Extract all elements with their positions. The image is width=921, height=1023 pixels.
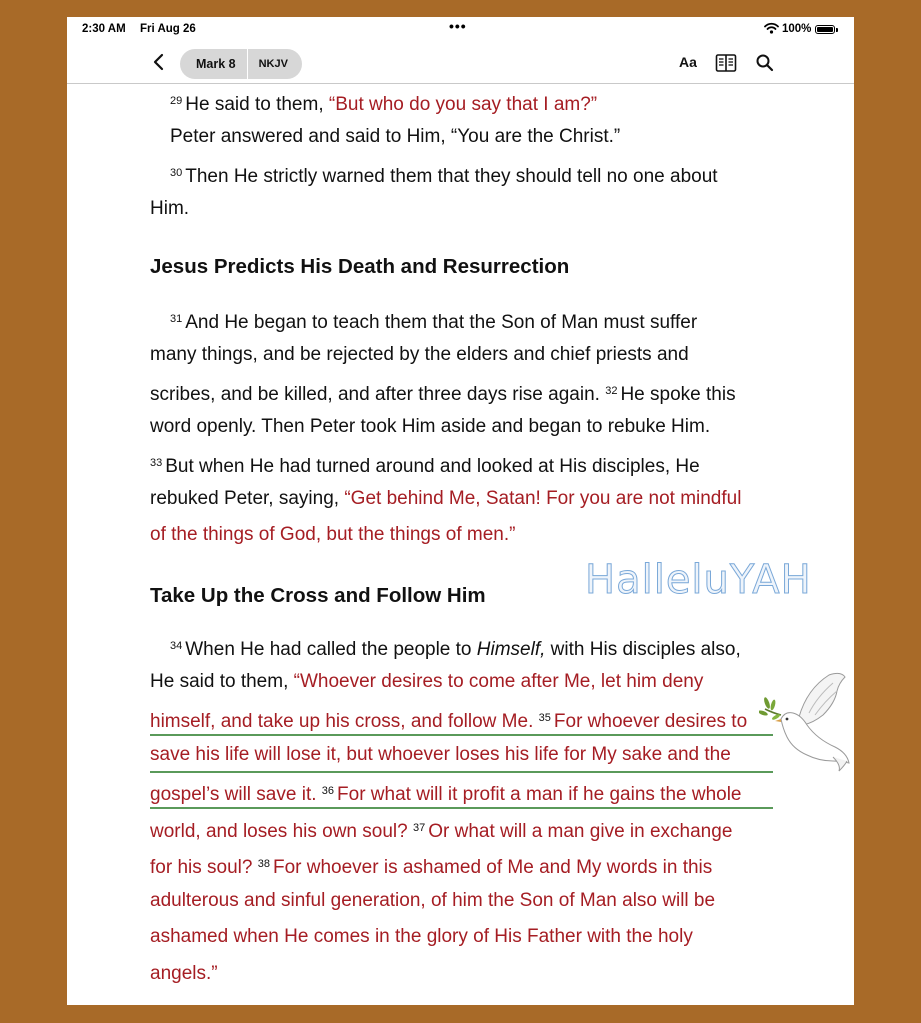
text-line <box>170 155 718 191</box>
verse-number: 30 <box>170 167 183 179</box>
wifi-icon <box>764 22 779 37</box>
text-line: Him. <box>150 198 190 219</box>
words-of-christ: For what will it profit a man if he gains the whole <box>337 784 742 805</box>
text-line: of the things of God, but the things of men.” <box>150 524 516 545</box>
verse-text: scribes, and be killed, and after three days rise again. <box>150 384 606 405</box>
verse-number: 31 <box>170 313 183 325</box>
back-button[interactable] <box>149 51 169 73</box>
text-line: ashamed when He comes in the glory of His Father with the holy <box>150 926 693 947</box>
section-heading: Take Up the Cross and Follow Him <box>150 584 486 607</box>
reader-toolbar <box>67 43 854 84</box>
dove-sticker <box>759 669 851 778</box>
text-line: save his life will lose it, but whoever loses his life for My sake and the <box>150 744 731 765</box>
text-line: Peter answered and said to Him, “You are the Christ.” <box>170 126 621 147</box>
text-line <box>150 664 703 700</box>
words-of-christ: “Get behind Me, Satan! For you are not mindful <box>344 488 742 509</box>
parallel-book-icon <box>715 53 737 73</box>
verse-number: 34 <box>170 640 183 652</box>
dove-icon <box>759 669 851 773</box>
highlight-underline <box>150 734 773 736</box>
text-line <box>150 373 736 409</box>
chevron-left-icon <box>149 51 169 73</box>
words-of-christ: world, and loses his own soul? <box>150 821 413 842</box>
battery-icon <box>815 25 835 34</box>
book-chapter-button[interactable]: Mark 8 <box>180 49 248 79</box>
verse-number: 29 <box>170 95 183 107</box>
status-date: Fri Aug 26 <box>140 23 196 35</box>
words-of-christ: For whoever is ashamed of Me and My words in this <box>272 857 713 878</box>
search-button[interactable] <box>755 53 775 78</box>
text-line <box>150 846 712 882</box>
text-line <box>150 700 747 736</box>
text-line <box>150 773 742 809</box>
section-heading: Jesus Predicts His Death and Resurrection <box>150 255 570 278</box>
text-line: word openly. Then Peter took Him aside and began to rebuke Him. <box>150 416 711 437</box>
status-time: 2:30 AM <box>82 23 126 35</box>
text-line <box>170 301 697 337</box>
verse-text: Then He strictly warned them that they should tell no one about <box>185 166 718 187</box>
words-of-christ: Or what will a man give in exchange <box>428 821 733 842</box>
verse-text: But when He had turned around and looked at His disciples, He <box>165 456 700 477</box>
text-line <box>150 481 741 517</box>
version-button[interactable]: NKJV <box>258 58 288 70</box>
hallelujah-sticker: HalleluYAH <box>585 557 812 603</box>
battery-percent: 100% <box>782 23 812 35</box>
italic-text: Himself, <box>476 639 546 660</box>
text-line <box>170 83 597 119</box>
words-of-christ: “But who do you say that I am?” <box>328 94 598 115</box>
words-of-christ: “Whoever desires to come after Me, let him deny <box>293 671 704 692</box>
verse-number: 32 <box>605 385 618 397</box>
verse-number: 37 <box>412 822 426 834</box>
words-of-christ: gospel’s will save it. <box>150 784 322 805</box>
highlight-underline <box>150 807 773 809</box>
text-line: adulterous and sinful generation, of him the Son of Man also will be <box>150 890 716 911</box>
screen <box>67 17 854 1005</box>
text-line: many things, and be rejected by the elders and chief priests and <box>150 344 689 365</box>
verse-number: 35 <box>538 712 551 724</box>
words-of-christ: for his soul? <box>150 857 258 878</box>
words-of-christ: For whoever desires to <box>553 711 748 732</box>
verse-text: with His disciples also, <box>545 639 741 660</box>
search-icon <box>755 53 775 73</box>
verse-text: He spoke this <box>620 384 736 405</box>
verse-text: And He began to teach them that the Son of Man must suffer <box>185 312 698 333</box>
parallel-view-button[interactable] <box>715 53 737 78</box>
text-line <box>150 810 732 846</box>
multitasking-dots[interactable]: ••• <box>449 18 467 34</box>
text-line <box>150 445 700 481</box>
text-line: angels.” <box>150 963 218 984</box>
verse-text: He said to them, <box>150 671 294 692</box>
verse-text: rebuked Peter, saying, <box>150 488 345 509</box>
verse-number: 38 <box>257 858 270 870</box>
verse-number: 36 <box>321 785 335 797</box>
text-line <box>170 628 741 664</box>
status-bar <box>67 17 854 43</box>
verse-number: 33 <box>150 457 163 469</box>
verse-text: When He had called the people to <box>185 639 477 660</box>
verse-text: He said to them, <box>185 94 329 115</box>
passage-selector <box>180 49 302 79</box>
words-of-christ: himself, and take up his cross, and follow Me. <box>150 711 539 732</box>
text-size-button[interactable]: Aa <box>679 54 697 70</box>
